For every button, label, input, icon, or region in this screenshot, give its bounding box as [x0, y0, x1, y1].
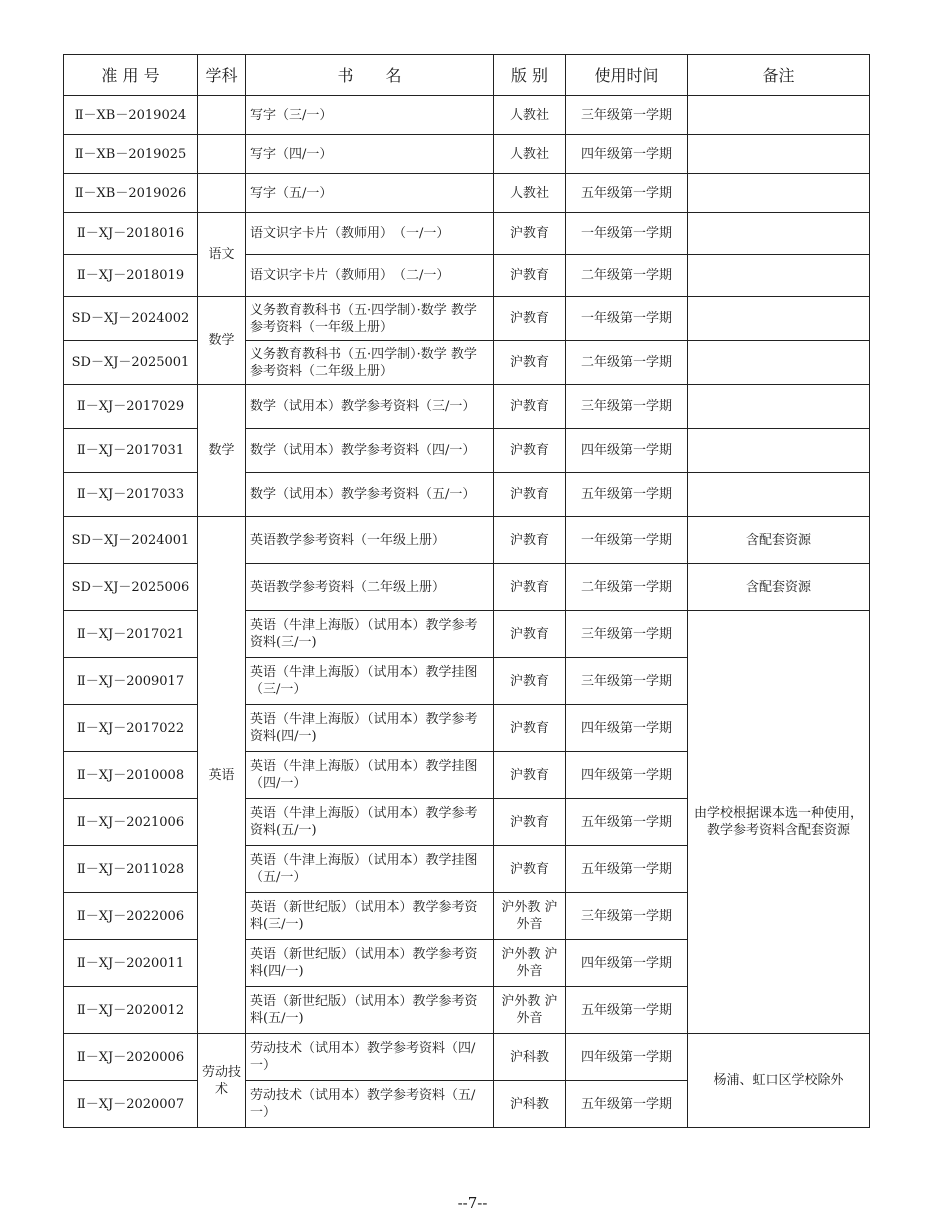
title-cell: 英语（牛津上海版）（试用本）教学挂图（五/一） — [246, 846, 494, 893]
col-header-note: 备注 — [688, 55, 870, 96]
code-cell: SD－XJ－2024001 — [64, 517, 198, 564]
table-row — [64, 517, 870, 564]
publisher-cell: 沪教育 — [494, 846, 566, 893]
table-row — [64, 96, 870, 135]
table-row — [64, 297, 870, 341]
title-cell: 数学（试用本）教学参考资料（三/一） — [246, 385, 494, 429]
publisher-cell: 沪科教 — [494, 1034, 566, 1081]
note-cell — [688, 255, 870, 297]
title-cell: 英语（牛津上海版）（试用本）教学挂图（四/一） — [246, 752, 494, 799]
title-cell: 数学（试用本）教学参考资料（四/一） — [246, 429, 494, 473]
publisher-cell: 沪教育 — [494, 297, 566, 341]
code-cell: Ⅱ－XJ－2020012 — [64, 987, 198, 1034]
title-cell: 英语（新世纪版）（试用本）教学参考资料(五/一) — [246, 987, 494, 1034]
table-row — [64, 611, 870, 658]
subject-cell-chinese: 语文 — [198, 213, 246, 297]
title-cell: 劳动技术（试用本）教学参考资料（四/一） — [246, 1034, 494, 1081]
publisher-cell: 沪教育 — [494, 385, 566, 429]
title-cell: 写字（四/一） — [246, 135, 494, 174]
title-cell: 英语（牛津上海版）（试用本）教学挂图（三/一） — [246, 658, 494, 705]
textbook-table — [63, 54, 870, 1128]
term-cell: 五年级第一学期 — [566, 1081, 688, 1128]
code-cell: Ⅱ－XJ－2020011 — [64, 940, 198, 987]
subject-cell-english: 英语 — [198, 517, 246, 1034]
note-cell — [688, 341, 870, 385]
subject-cell-labor: 劳动技术 — [198, 1034, 246, 1128]
title-cell: 英语教学参考资料（二年级上册） — [246, 564, 494, 611]
header-row — [64, 55, 870, 96]
code-cell: Ⅱ－XJ－2017033 — [64, 473, 198, 517]
term-cell: 四年级第一学期 — [566, 1034, 688, 1081]
term-cell: 五年级第一学期 — [566, 987, 688, 1034]
term-cell: 四年级第一学期 — [566, 940, 688, 987]
note-cell-labor: 杨浦、虹口区学校除外 — [688, 1034, 870, 1128]
term-cell: 二年级第一学期 — [566, 341, 688, 385]
publisher-cell: 沪教育 — [494, 611, 566, 658]
col-header-title: 书 名 — [246, 55, 494, 96]
title-cell: 英语教学参考资料（一年级上册） — [246, 517, 494, 564]
table-row — [64, 135, 870, 174]
term-cell: 四年级第一学期 — [566, 429, 688, 473]
title-cell: 义务教育教科书（五·四学制）·数学 教学参考资料（二年级上册） — [246, 341, 494, 385]
table-row — [64, 341, 870, 385]
publisher-cell: 沪教育 — [494, 752, 566, 799]
publisher-cell: 沪教育 — [494, 658, 566, 705]
publisher-cell: 人教社 — [494, 135, 566, 174]
note-cell — [688, 429, 870, 473]
table-row — [64, 255, 870, 297]
subject-cell — [198, 96, 246, 135]
code-cell: Ⅱ－XJ－2017029 — [64, 385, 198, 429]
term-cell: 一年级第一学期 — [566, 517, 688, 564]
title-cell: 劳动技术（试用本）教学参考资料（五/一） — [246, 1081, 494, 1128]
note-cell — [688, 135, 870, 174]
note-cell — [688, 297, 870, 341]
note-cell — [688, 385, 870, 429]
code-cell: Ⅱ－XJ－2010008 — [64, 752, 198, 799]
term-cell: 五年级第一学期 — [566, 846, 688, 893]
term-cell: 三年级第一学期 — [566, 658, 688, 705]
publisher-cell: 沪教育 — [494, 213, 566, 255]
subject-cell — [198, 174, 246, 213]
term-cell: 二年级第一学期 — [566, 564, 688, 611]
term-cell: 二年级第一学期 — [566, 255, 688, 297]
code-cell: Ⅱ－XJ－2017021 — [64, 611, 198, 658]
table-row — [64, 213, 870, 255]
code-cell: Ⅱ－XB－2019025 — [64, 135, 198, 174]
publisher-cell: 沪外教 沪外音 — [494, 987, 566, 1034]
code-cell: Ⅱ－XJ－2018016 — [64, 213, 198, 255]
term-cell: 一年级第一学期 — [566, 213, 688, 255]
publisher-cell: 沪外教 沪外音 — [494, 940, 566, 987]
note-cell-english-options: 由学校根据课本选一种使用，教学参考资料含配套资源 — [688, 611, 870, 1034]
term-cell: 三年级第一学期 — [566, 96, 688, 135]
term-cell: 四年级第一学期 — [566, 752, 688, 799]
term-cell: 三年级第一学期 — [566, 611, 688, 658]
note-cell — [688, 473, 870, 517]
publisher-cell: 人教社 — [494, 96, 566, 135]
code-cell: Ⅱ－XB－2019024 — [64, 96, 198, 135]
title-cell: 英语（新世纪版）（试用本）教学参考资料(四/一) — [246, 940, 494, 987]
note-cell: 含配套资源 — [688, 564, 870, 611]
subject-cell-math: 数学 — [198, 385, 246, 517]
code-cell: Ⅱ－XJ－2011028 — [64, 846, 198, 893]
publisher-cell: 沪科教 — [494, 1081, 566, 1128]
table-row — [64, 385, 870, 429]
code-cell: Ⅱ－XJ－2022006 — [64, 893, 198, 940]
subject-cell — [198, 135, 246, 174]
publisher-cell: 沪教育 — [494, 341, 566, 385]
title-cell: 义务教育教科书（五·四学制）·数学 教学参考资料（一年级上册） — [246, 297, 494, 341]
title-cell: 写字（三/一） — [246, 96, 494, 135]
title-cell: 写字（五/一） — [246, 174, 494, 213]
publisher-cell: 沪教育 — [494, 473, 566, 517]
code-cell: Ⅱ－XJ－2020006 — [64, 1034, 198, 1081]
title-cell: 英语（牛津上海版）（试用本）教学参考资料(三/一) — [246, 611, 494, 658]
code-cell: Ⅱ－XJ－2021006 — [64, 799, 198, 846]
code-cell: Ⅱ－XJ－2017022 — [64, 705, 198, 752]
term-cell: 一年级第一学期 — [566, 297, 688, 341]
title-cell: 英语（牛津上海版）（试用本）教学参考资料(四/一) — [246, 705, 494, 752]
title-cell: 英语（牛津上海版）（试用本）教学参考资料(五/一) — [246, 799, 494, 846]
term-cell: 五年级第一学期 — [566, 174, 688, 213]
table-row — [64, 174, 870, 213]
title-cell: 语文识字卡片（教师用） （一/一） — [246, 213, 494, 255]
code-cell: SD－XJ－2025001 — [64, 341, 198, 385]
publisher-cell: 沪教育 — [494, 799, 566, 846]
code-cell: Ⅱ－XB－2019026 — [64, 174, 198, 213]
page-number: --7-- — [457, 1194, 488, 1212]
note-cell — [688, 213, 870, 255]
note-cell — [688, 174, 870, 213]
code-cell: Ⅱ－XJ－2009017 — [64, 658, 198, 705]
publisher-cell: 沪外教 沪外音 — [494, 893, 566, 940]
term-cell: 四年级第一学期 — [566, 135, 688, 174]
publisher-cell: 人教社 — [494, 174, 566, 213]
code-cell: SD－XJ－2024002 — [64, 297, 198, 341]
note-cell — [688, 96, 870, 135]
code-cell: Ⅱ－XJ－2017031 — [64, 429, 198, 473]
note-cell: 含配套资源 — [688, 517, 870, 564]
col-header-publisher: 版 别 — [494, 55, 566, 96]
col-header-subject: 学科 — [198, 55, 246, 96]
code-cell: Ⅱ－XJ－2018019 — [64, 255, 198, 297]
col-header-term: 使用时间 — [566, 55, 688, 96]
col-header-code: 准 用 号 — [64, 55, 198, 96]
table-row — [64, 1034, 870, 1081]
publisher-cell: 沪教育 — [494, 705, 566, 752]
term-cell: 五年级第一学期 — [566, 473, 688, 517]
title-cell: 数学（试用本）教学参考资料（五/一） — [246, 473, 494, 517]
title-cell: 语文识字卡片（教师用） （二/一） — [246, 255, 494, 297]
subject-cell-math: 数学 — [198, 297, 246, 385]
term-cell: 三年级第一学期 — [566, 893, 688, 940]
table-row — [64, 429, 870, 473]
code-cell: Ⅱ－XJ－2020007 — [64, 1081, 198, 1128]
term-cell: 四年级第一学期 — [566, 705, 688, 752]
publisher-cell: 沪教育 — [494, 255, 566, 297]
table-row — [64, 473, 870, 517]
code-cell: SD－XJ－2025006 — [64, 564, 198, 611]
term-cell: 五年级第一学期 — [566, 799, 688, 846]
table-row — [64, 564, 870, 611]
publisher-cell: 沪教育 — [494, 517, 566, 564]
publisher-cell: 沪教育 — [494, 564, 566, 611]
term-cell: 三年级第一学期 — [566, 385, 688, 429]
publisher-cell: 沪教育 — [494, 429, 566, 473]
title-cell: 英语（新世纪版）（试用本）教学参考资料(三/一) — [246, 893, 494, 940]
